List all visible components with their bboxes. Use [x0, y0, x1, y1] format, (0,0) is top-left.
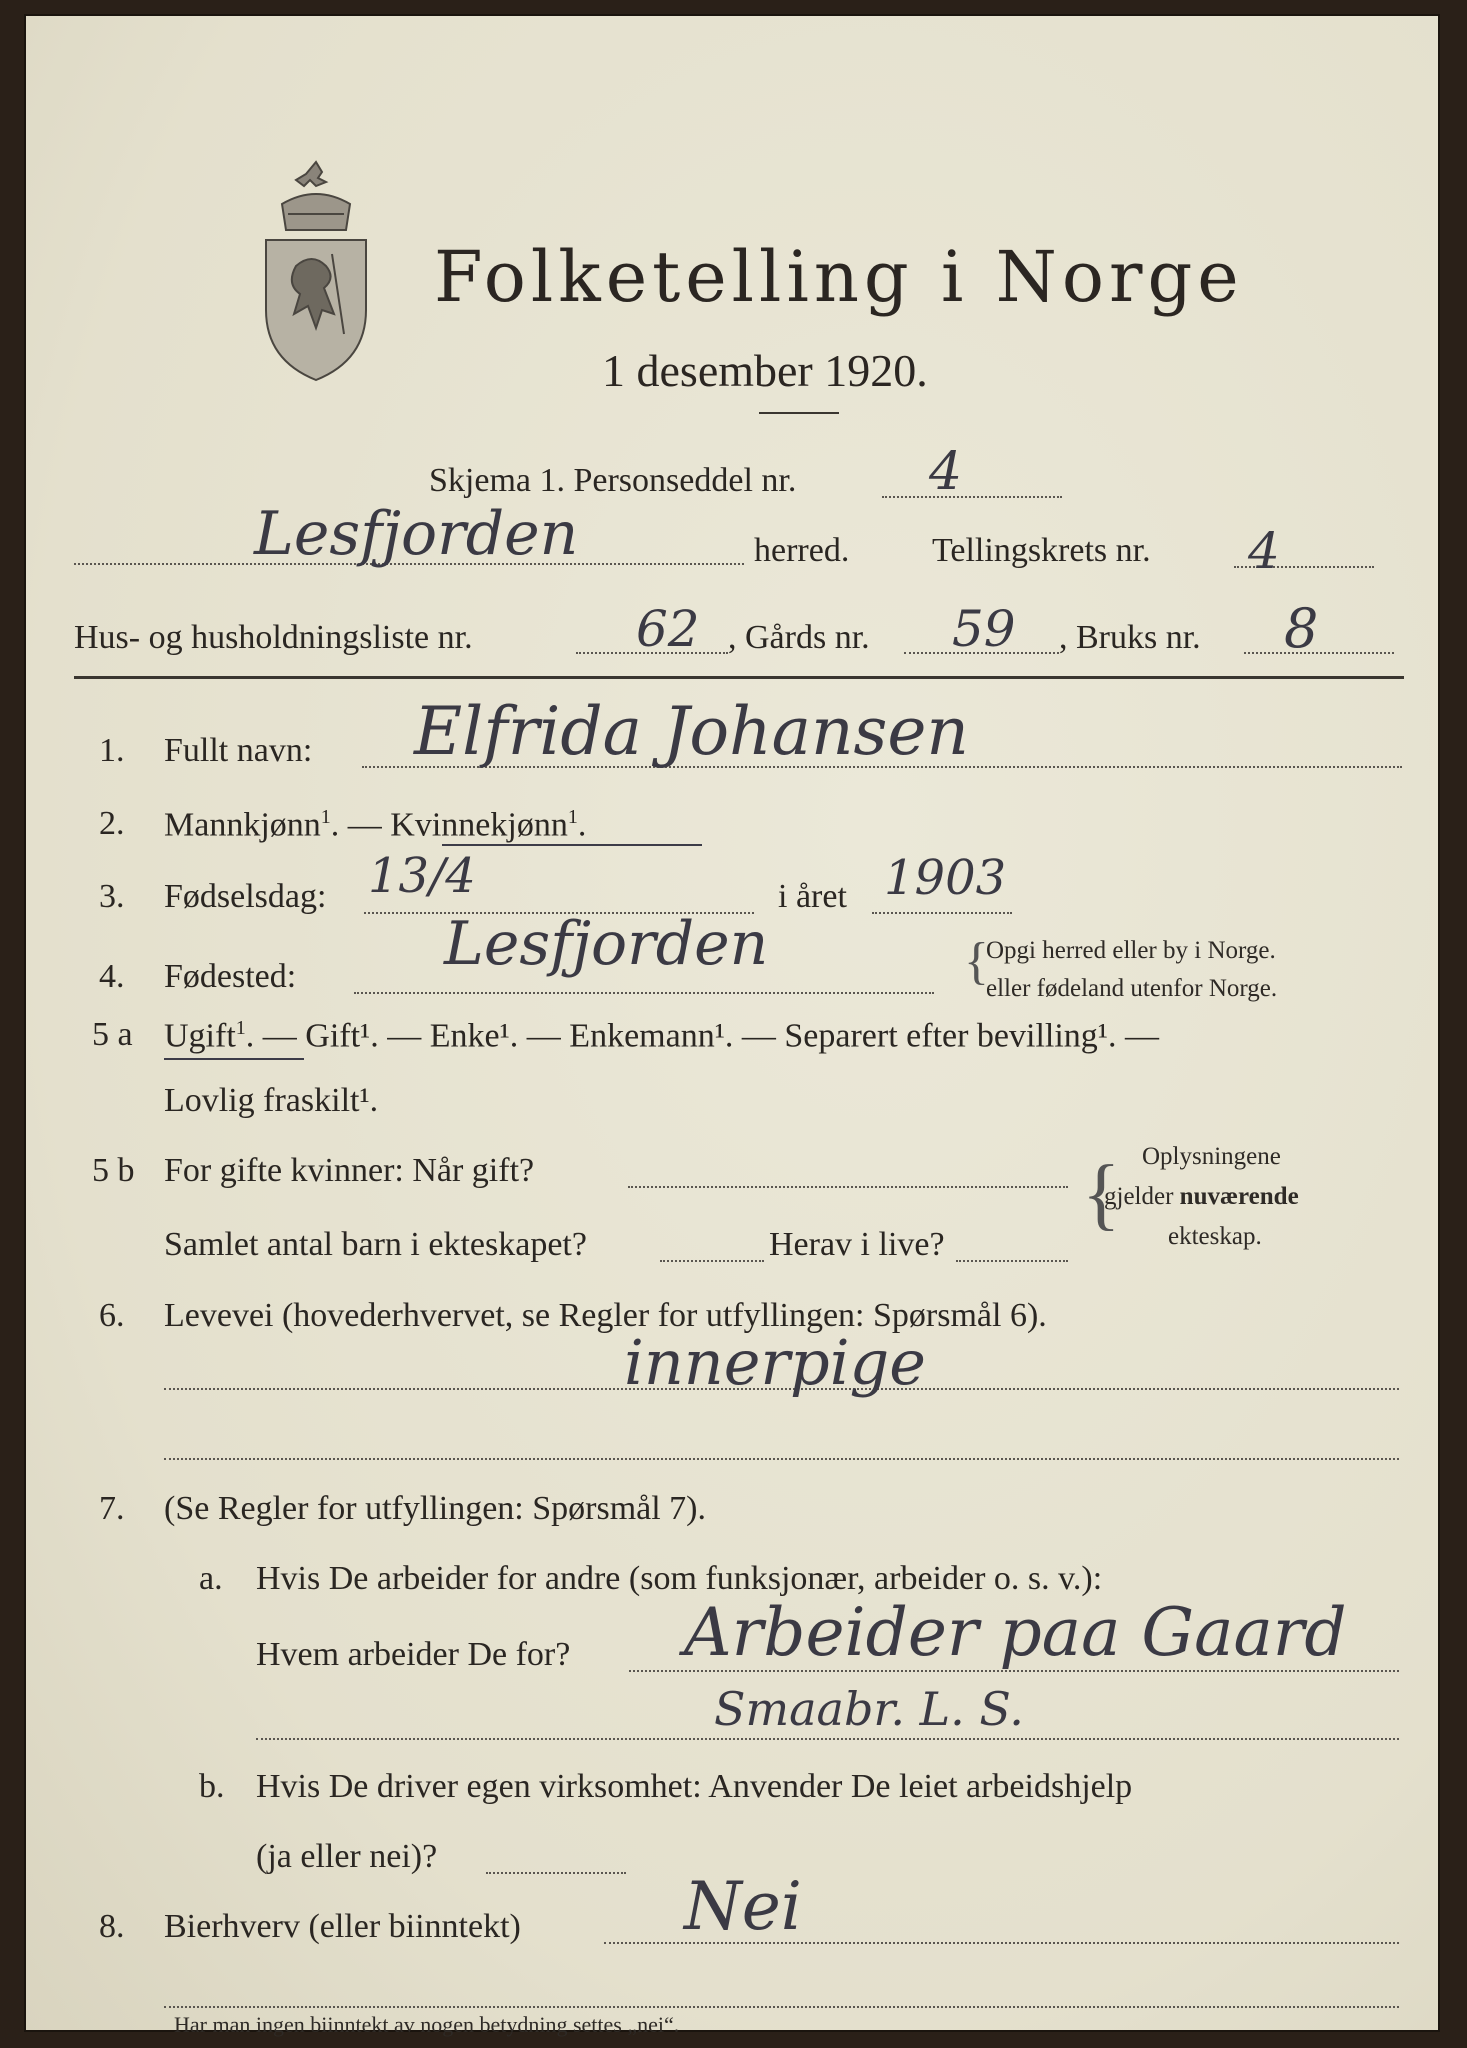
husholdningsliste-nr[interactable]: 62 [636, 600, 700, 658]
q7b-label-2: (ja eller nei)? [256, 1838, 438, 1875]
q6-line-2 [164, 1458, 1399, 1460]
q3-number: 3. [99, 878, 125, 915]
q3-label: Fødselsdag: [164, 878, 327, 915]
q5a-number: 5 a [92, 1016, 133, 1053]
q3-year-label: i året [778, 878, 847, 915]
q4-line [354, 992, 934, 994]
q5a-line2[interactable]: Lovlig fraskilt¹. [164, 1082, 379, 1119]
birth-day[interactable]: 13/4 [368, 848, 476, 904]
herred-label: herred. [754, 532, 850, 569]
personseddel-nr[interactable]: 4 [929, 442, 963, 502]
q3-year-line [872, 912, 1012, 914]
ugift-underline [164, 1058, 304, 1060]
q5b-when-line [628, 1186, 1068, 1188]
q6-number: 6. [99, 1297, 125, 1334]
employer-line-1[interactable]: Arbeider paa Gaard [684, 1594, 1347, 1671]
q4-note-2: eller fødeland utenfor Norge. [986, 975, 1278, 1002]
q2-options: Mannkjønn$^1$. — Kvinnekjønn$^1$. [164, 806, 587, 844]
q8-line-2 [164, 2006, 1399, 2008]
bierhverv-value[interactable]: Nei [684, 1868, 802, 1945]
q4-number: 4. [99, 958, 125, 995]
personseddel-line [882, 496, 1062, 498]
levevei-value[interactable]: innerpige [624, 1326, 926, 1399]
q4-note-1: Opgi herred eller by i Norge. [986, 937, 1276, 964]
q7a-label-1: Hvis De arbeider for andre (som funksjonær, arbeider o. s. v.): [256, 1560, 1103, 1597]
gards-nr[interactable]: 59 [952, 600, 1016, 658]
footnote: Har man ingen biinntekt av nogen betydning settes „nei“. [174, 2012, 680, 2037]
title-divider [759, 412, 839, 414]
q5b-label-3: Herav i live? [769, 1226, 945, 1263]
q5b-note-2: gjelder nuværende [1104, 1183, 1299, 1210]
q5a-options: Ugift$^1$. — Gift¹. — Enke¹. — Enkemann¹. — Separert efter bevilling¹. — [164, 1017, 1159, 1055]
q7b-label-1: Hvis De driver egen virksomhet: Anvender De leiet arbeidshjelp [256, 1768, 1133, 1805]
q7b-letter: b. [199, 1768, 225, 1805]
header-divider [74, 676, 1404, 679]
gards-label: , Gårds nr. [728, 619, 870, 656]
bruks-label: , Bruks nr. [1059, 619, 1201, 656]
q2-mann[interactable]: Mannkjønn [164, 806, 321, 844]
q2-number: 2. [99, 805, 125, 842]
full-name[interactable]: Elfrida Johansen [414, 693, 969, 770]
herred-value[interactable]: Lesfjorden [254, 499, 579, 569]
hus-label: Hus- og husholdningsliste nr. [74, 619, 473, 656]
tellingskrets-label: Tellingskrets nr. [932, 532, 1151, 569]
bruks-line [1244, 652, 1394, 654]
q7-number: 7. [99, 1490, 125, 1527]
q5b-number: 5 b [92, 1152, 135, 1189]
norwegian-coat-of-arms-icon [252, 154, 380, 384]
census-date: 1 desember 1920. [602, 345, 928, 396]
q7a-line-2 [256, 1738, 1399, 1740]
q5b-label-1: For gifte kvinner: Når gift? [164, 1152, 535, 1189]
q8-label: Bierhverv (eller biinntekt) [164, 1908, 521, 1945]
schema-label: Skjema 1. Personseddel nr. [429, 462, 797, 499]
q6-label: Levevei (hovederhvervet, se Regler for utfyllingen: Spørsmål 6). [164, 1297, 1047, 1334]
q7b-line [486, 1872, 626, 1874]
q5b-label-2: Samlet antal barn i ekteskapet? [164, 1226, 587, 1263]
census-form [24, 14, 1440, 2037]
q2-kvinne[interactable]: Kvinnekjønn [390, 806, 568, 844]
q8-number: 8. [99, 1908, 125, 1945]
q4-label: Fødested: [164, 958, 297, 995]
q5b-note-1: Oplysningene [1142, 1143, 1281, 1170]
q7a-label-2: Hvem arbeider De for? [256, 1636, 571, 1673]
q4-brace: { [964, 933, 989, 990]
tellingskrets-nr[interactable]: 4 [1248, 522, 1280, 580]
q1-number: 1. [99, 732, 125, 769]
q5b-note-3: ekteskap. [1168, 1223, 1262, 1250]
q5b-children-line [660, 1260, 764, 1262]
q1-label: Fullt navn: [164, 732, 313, 769]
q5a-ugift[interactable]: Ugift [164, 1017, 236, 1055]
q7-label: (Se Regler for utfyllingen: Spørsmål 7). [164, 1490, 707, 1527]
birthplace[interactable]: Lesfjorden [444, 909, 769, 979]
q7a-letter: a. [199, 1560, 223, 1597]
birth-year[interactable]: 1903 [884, 850, 1007, 906]
form-title: Folketelling i Norge [434, 236, 1244, 318]
q5b-alive-line [956, 1260, 1068, 1262]
bruks-nr[interactable]: 8 [1284, 597, 1319, 660]
kvinne-underline [442, 844, 702, 846]
employer-line-2[interactable]: Smaabr. L. S. [714, 1682, 1024, 1736]
q5b-brace: { [1082, 1150, 1121, 1238]
